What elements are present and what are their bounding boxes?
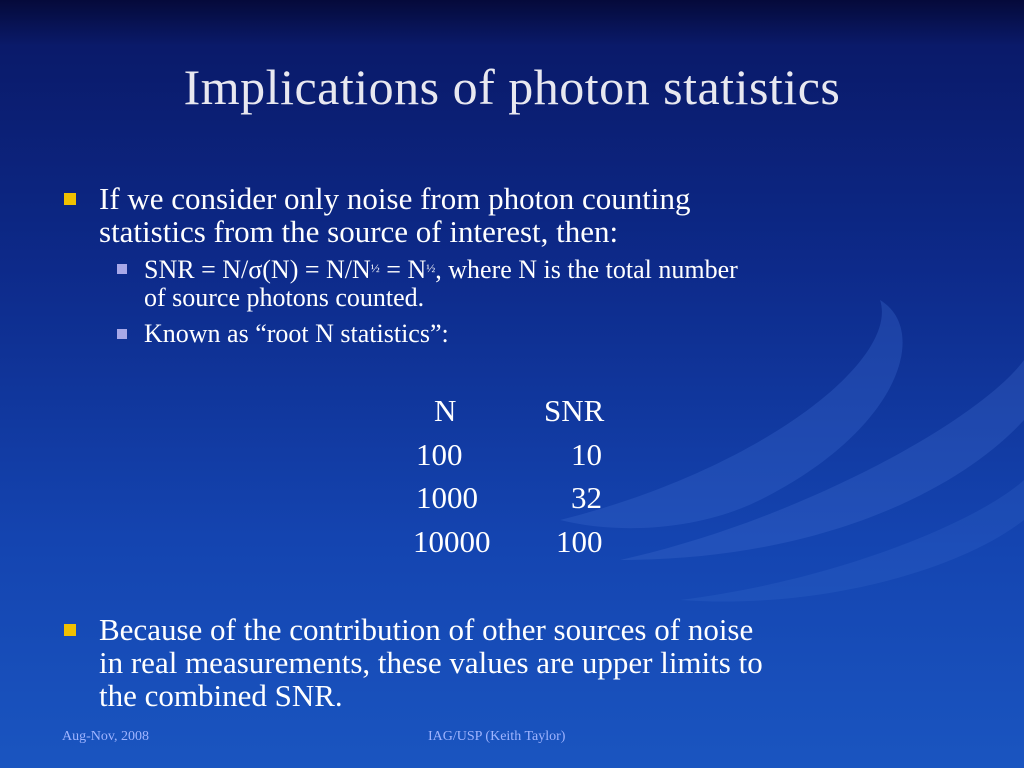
table-header-n: N <box>434 393 457 428</box>
table-cell-snr: 100 <box>556 524 603 559</box>
table-header-snr: SNR <box>544 393 605 428</box>
sub-bullet-snr <box>144 256 738 312</box>
half-exponent: ½ <box>426 261 436 275</box>
bullet-1 <box>99 182 690 248</box>
table-cell-n: 1000 <box>416 480 478 515</box>
table-cell-n: 100 <box>416 437 463 472</box>
bullet-2-line-2: in real measurements, these values are upper limits to <box>99 645 763 680</box>
slide-title: Implications of photon statistics <box>183 59 841 115</box>
bullet-2 <box>99 613 763 712</box>
bullet-marker <box>64 193 76 205</box>
footer-date: Aug-Nov, 2008 <box>62 729 149 744</box>
bullet-1-line-1: If we consider only noise from photon counting <box>99 181 691 216</box>
snr-formula-line-2: of source photons counted. <box>144 283 425 312</box>
bullet-1-line-2: statistics from the source of interest, then: <box>99 214 619 249</box>
footer-author: IAG/USP (Keith Taylor) <box>428 729 566 744</box>
snr-formula-line <box>144 256 738 284</box>
sub-bullet-marker <box>117 264 127 274</box>
bullet-2-line-3: the combined SNR. <box>99 678 343 713</box>
sub-bullet-root-n: Known as “root N statistics”: <box>144 319 449 348</box>
table-cell-snr: 32 <box>571 480 602 515</box>
snr-formula-eq: = N <box>379 255 427 284</box>
table-cell-snr: 10 <box>571 437 602 472</box>
bullet-2-line-1: Because of the contribution of other sources of noise <box>99 612 754 647</box>
snr-formula-suffix: , where N is the total number <box>435 255 738 284</box>
snr-formula-prefix: SNR = N/σ(N) = N/N <box>144 255 371 284</box>
sub-bullet-marker <box>117 329 127 339</box>
bullet-marker <box>64 624 76 636</box>
table-cell-n: 10000 <box>413 524 491 559</box>
half-exponent: ½ <box>370 261 380 275</box>
